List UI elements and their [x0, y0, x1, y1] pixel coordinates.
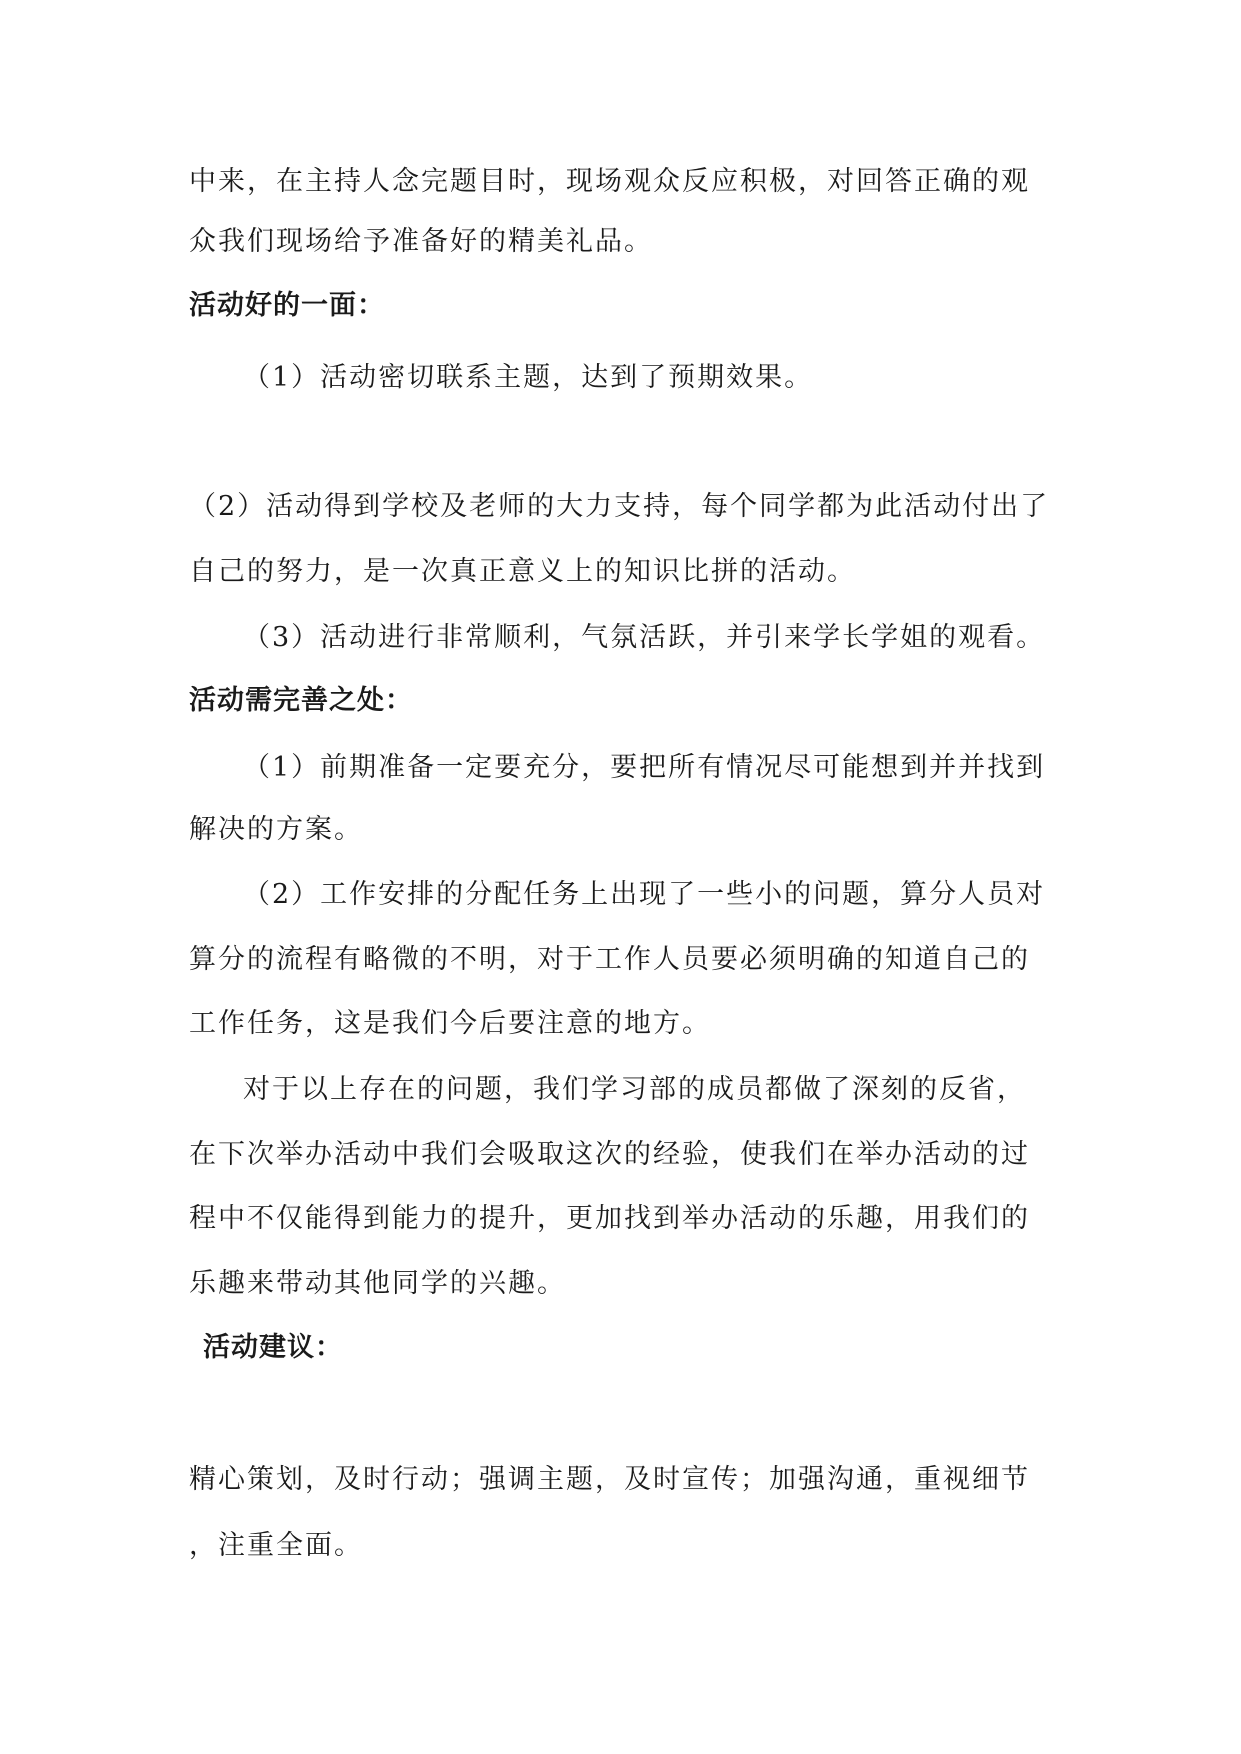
- list-item: （2）工作安排的分配任务上出现了一些小的问题，算分人员对: [243, 879, 1046, 910]
- section-heading-suggestions: 活动建议：: [203, 1332, 343, 1363]
- list-item: （1）前期准备一定要充分，要把所有情况尽可能想到并并找到: [243, 752, 1046, 783]
- paragraph-line: 自己的努力，是一次真正意义上的知识比拼的活动。: [189, 556, 856, 587]
- paragraph-line: 程中不仅能得到能力的提升，更加找到举办活动的乐趣，用我们的: [189, 1203, 1030, 1234]
- paragraph-line: 解决的方案。: [189, 814, 363, 845]
- paragraph-line: 工作任务，这是我们今后要注意的地方。: [189, 1008, 711, 1039]
- section-heading-improvements: 活动需完善之处：: [189, 685, 413, 716]
- paragraph-line: 众我们现场给予准备好的精美礼品。: [189, 226, 653, 257]
- paragraph-line: 在下次举办活动中我们会吸取这次的经验，使我们在举办活动的过: [189, 1139, 1030, 1170]
- list-item: （2）活动得到学校及老师的大力支持，每个同学都为此活动付出了: [189, 491, 1050, 522]
- paragraph-line: ，注重全面。: [189, 1530, 363, 1561]
- section-heading-good-aspects: 活动好的一面：: [189, 290, 385, 321]
- paragraph-line: 对于以上存在的问题，我们学习部的成员都做了深刻的反省，: [243, 1074, 1026, 1105]
- paragraph-line: 中来，在主持人念完题目时，现场观众反应积极，对回答正确的观: [189, 166, 1030, 197]
- paragraph-line: 精心策划，及时行动；强调主题，及时宣传；加强沟通，重视细节: [189, 1464, 1030, 1495]
- paragraph-line: 算分的流程有略微的不明，对于工作人员要必须明确的知道自己的: [189, 944, 1030, 975]
- paragraph-line: 乐趣来带动其他同学的兴趣。: [189, 1268, 566, 1299]
- list-item: （3）活动进行非常顺利，气氛活跃，并引来学长学姐的观看。: [243, 622, 1046, 653]
- list-item: （1）活动密切联系主题，达到了预期效果。: [243, 362, 814, 393]
